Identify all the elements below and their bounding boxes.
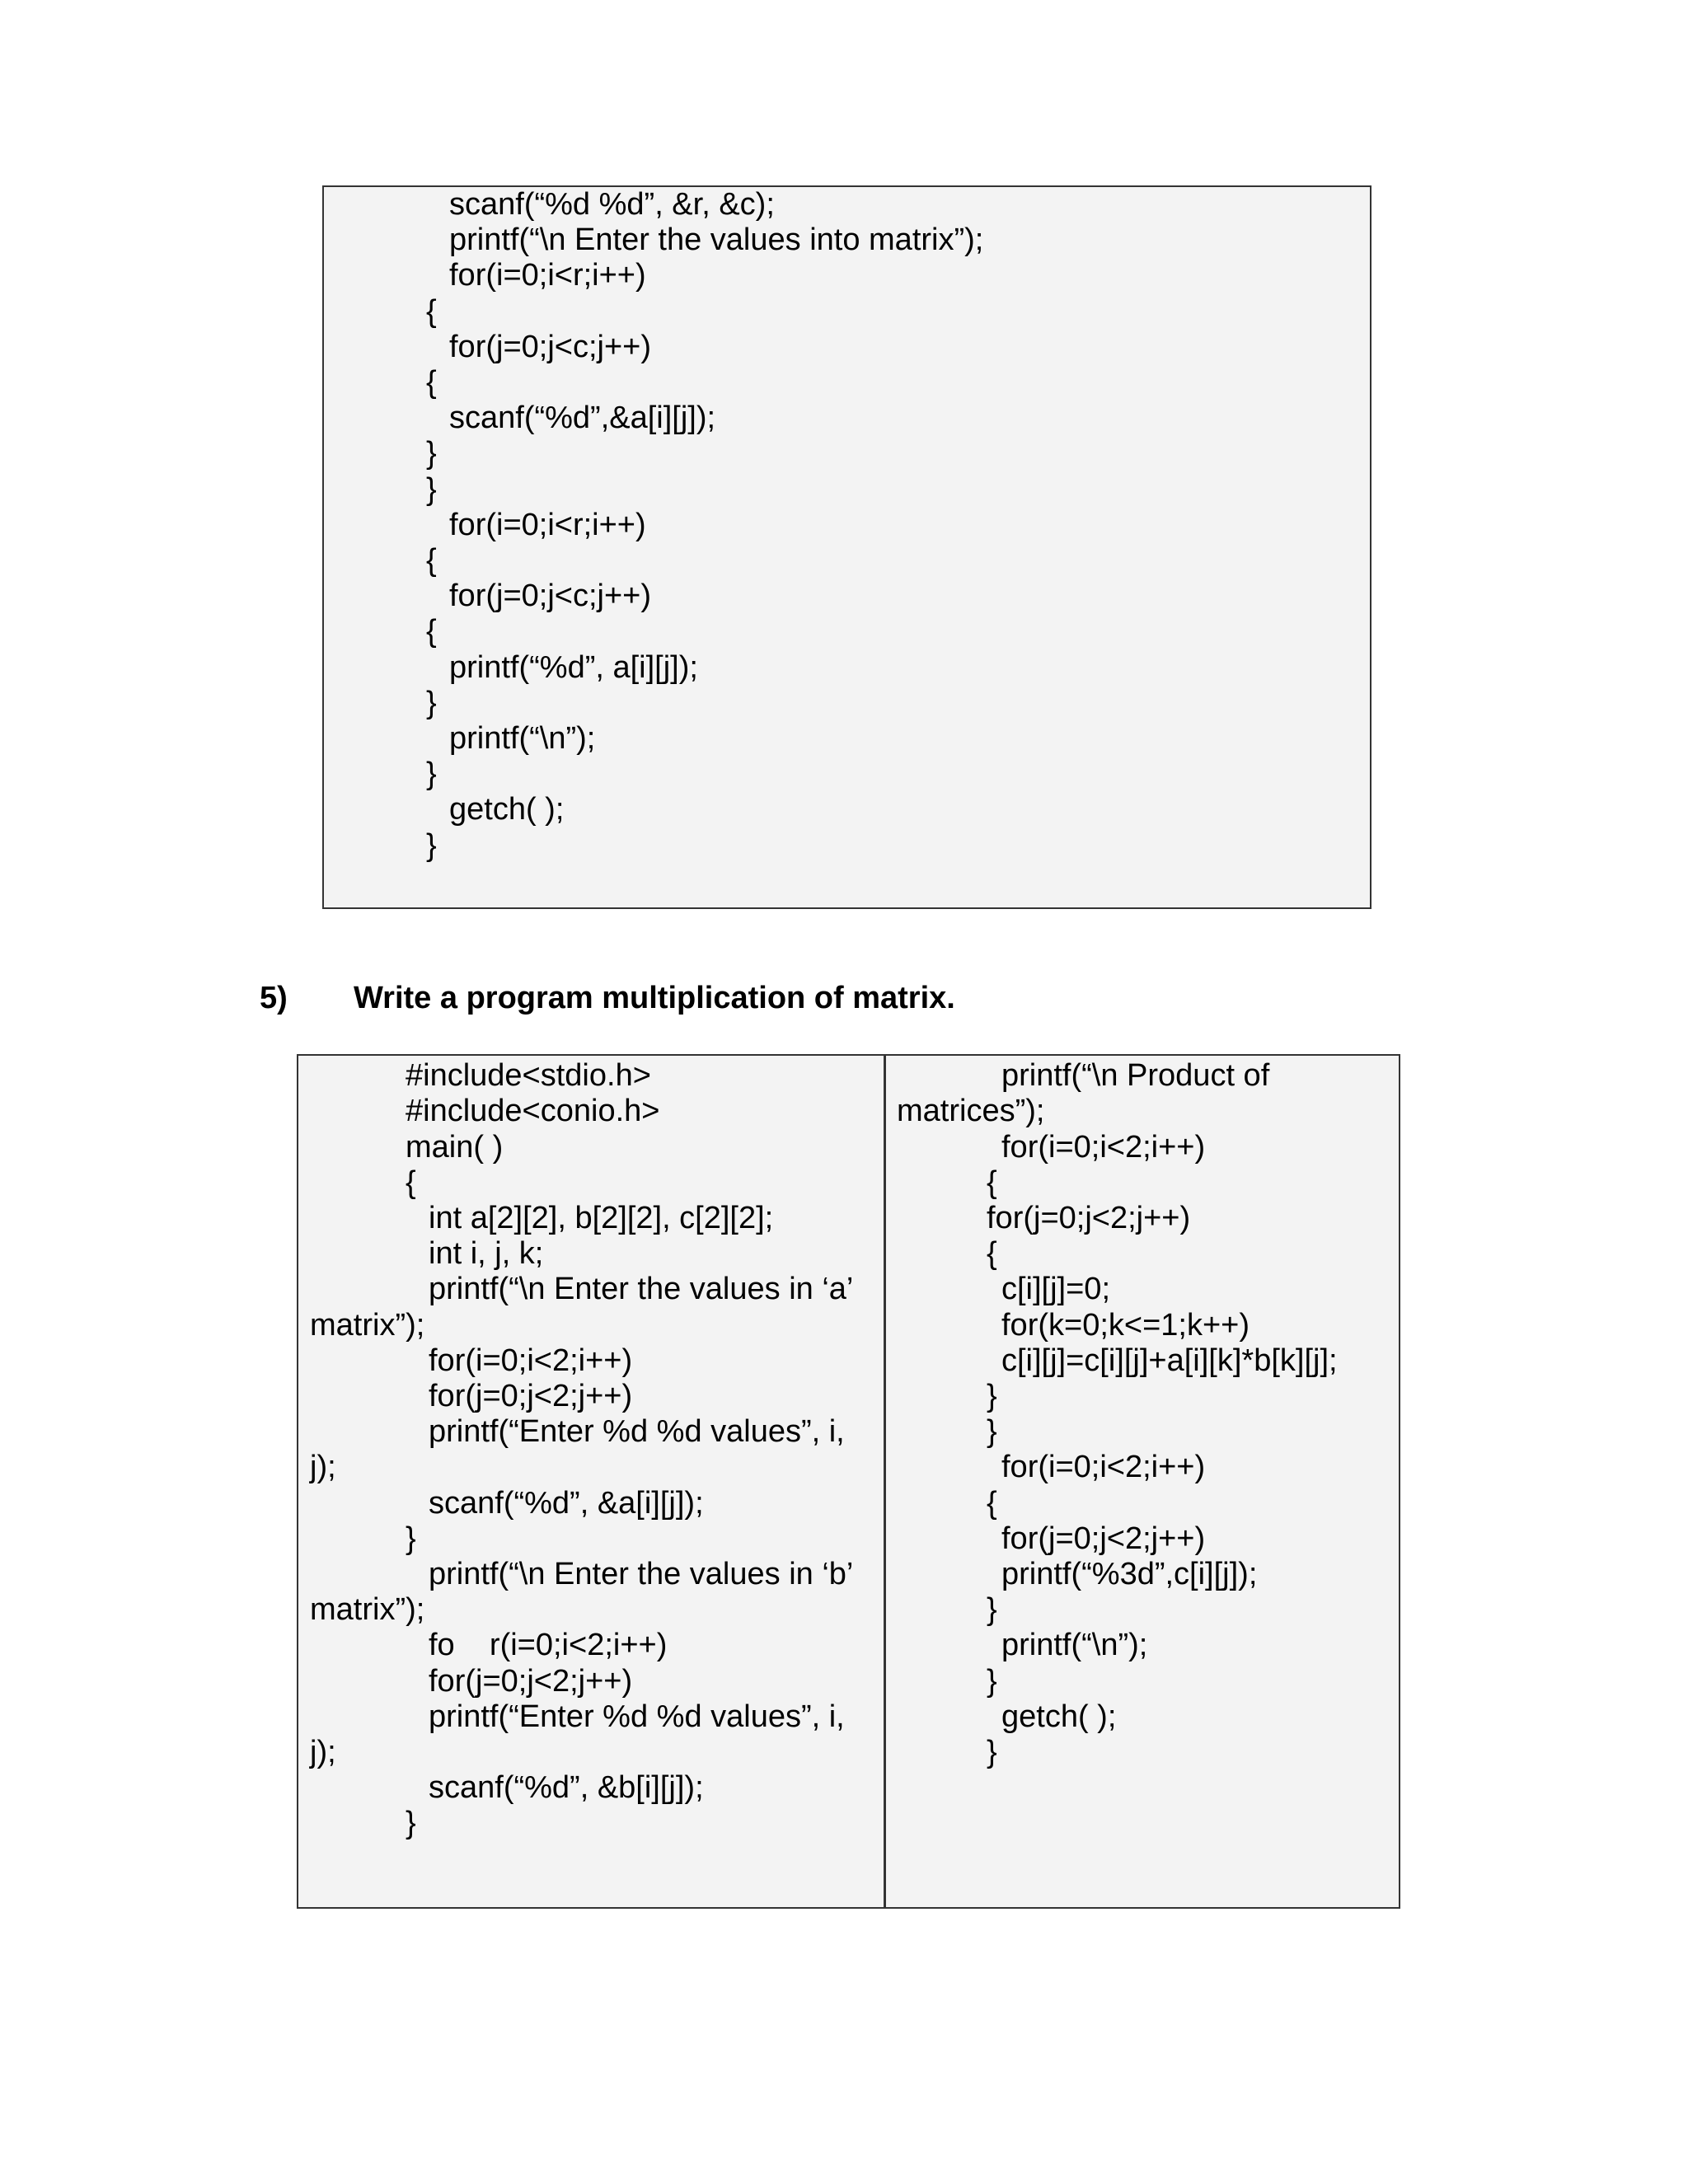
code-line: getch( ); (449, 792, 565, 827)
code-line: int i, j, k; (429, 1236, 544, 1271)
code-box-matrix-input-output (322, 185, 1372, 909)
code-line: matrix”); (310, 1592, 425, 1627)
section-number: 5) (260, 981, 288, 1015)
code-line: for(j=0;j<2;j++) (429, 1379, 633, 1413)
code-line: for(i=0;i<2;i++) (1001, 1450, 1206, 1484)
code-line: for(j=0;j<2;j++) (1001, 1521, 1206, 1556)
code-line: for(j=0;j<c;j++) (449, 579, 651, 613)
code-line: printf(“\n”); (1001, 1628, 1148, 1662)
code-line: for(j=0;j<c;j++) (449, 330, 651, 364)
code-line: } (426, 436, 437, 471)
code-line: { (426, 543, 437, 578)
code-line: { (987, 1236, 997, 1271)
code-line: printf(“\n Enter the values into matrix”); (449, 223, 984, 257)
code-line: } (426, 828, 437, 863)
code-line: j); (310, 1450, 336, 1484)
code-line: } (406, 1806, 416, 1840)
code-line: printf(“%d”, a[i][j]); (449, 650, 698, 685)
code-line: for(j=0;j<2;j++) (987, 1201, 1191, 1235)
code-line: #include<stdio.h> (406, 1058, 651, 1093)
code-line: printf(“%3d”,c[i][j]); (1001, 1557, 1258, 1591)
code-line: c[i][j]=0; (1001, 1272, 1110, 1306)
code-line: { (426, 294, 437, 329)
code-line: for(i=0;i<2;i++) (429, 1343, 633, 1378)
code-line: } (987, 1664, 997, 1699)
code-line: printf(“\n”); (449, 721, 596, 756)
code-line: { (406, 1165, 416, 1200)
code-box-matrix-multiplication-left (297, 1054, 885, 1909)
code-line: fo r(i=0;i<2;i++) (429, 1628, 668, 1662)
code-line: { (987, 1486, 997, 1521)
code-line: printf(“\n Product of (1001, 1058, 1270, 1093)
code-line: getch( ); (1001, 1699, 1117, 1734)
code-line: #include<conio.h> (406, 1094, 660, 1128)
code-line: } (426, 472, 437, 507)
code-line: printf(“\n Enter the values in ‘b’ (429, 1557, 854, 1591)
code-line: matrix”); (310, 1308, 425, 1343)
code-line: scanf(“%d %d”, &r, &c); (449, 187, 775, 222)
code-line: } (987, 1735, 997, 1769)
code-line: } (406, 1521, 416, 1556)
code-line: { (987, 1165, 997, 1200)
section-title: Write a program multiplication of matrix. (354, 981, 955, 1015)
code-line: { (426, 365, 437, 400)
code-line: printf(“Enter %d %d values”, i, (429, 1414, 845, 1449)
code-line: for(j=0;j<2;j++) (429, 1664, 633, 1699)
code-line: int a[2][2], b[2][2], c[2][2]; (429, 1201, 774, 1235)
code-box-matrix-multiplication-right (884, 1054, 1400, 1909)
code-line: for(k=0;k<=1;k++) (1001, 1308, 1250, 1343)
code-line: matrices”); (897, 1094, 1045, 1128)
code-line: j); (310, 1735, 336, 1769)
code-line: for(i=0;i<2;i++) (1001, 1130, 1206, 1165)
code-line: for(i=0;i<r;i++) (449, 258, 646, 293)
code-line: } (987, 1592, 997, 1627)
code-line: { (426, 614, 437, 649)
code-line: c[i][j]=c[i][j]+a[i][k]*b[k][j]; (1001, 1343, 1338, 1378)
code-line: printf(“Enter %d %d values”, i, (429, 1699, 845, 1734)
code-line: scanf(“%d”,&a[i][j]); (449, 401, 716, 435)
code-line: for(i=0;i<r;i++) (449, 508, 646, 542)
code-line: scanf(“%d”, &b[i][j]); (429, 1770, 704, 1805)
code-line: } (426, 757, 437, 791)
code-line: } (987, 1379, 997, 1413)
code-line: } (987, 1414, 997, 1449)
code-line: } (426, 686, 437, 720)
code-line: printf(“\n Enter the values in ‘a’ (429, 1272, 854, 1306)
code-line: scanf(“%d”, &a[i][j]); (429, 1486, 704, 1521)
code-line: main( ) (406, 1130, 504, 1165)
